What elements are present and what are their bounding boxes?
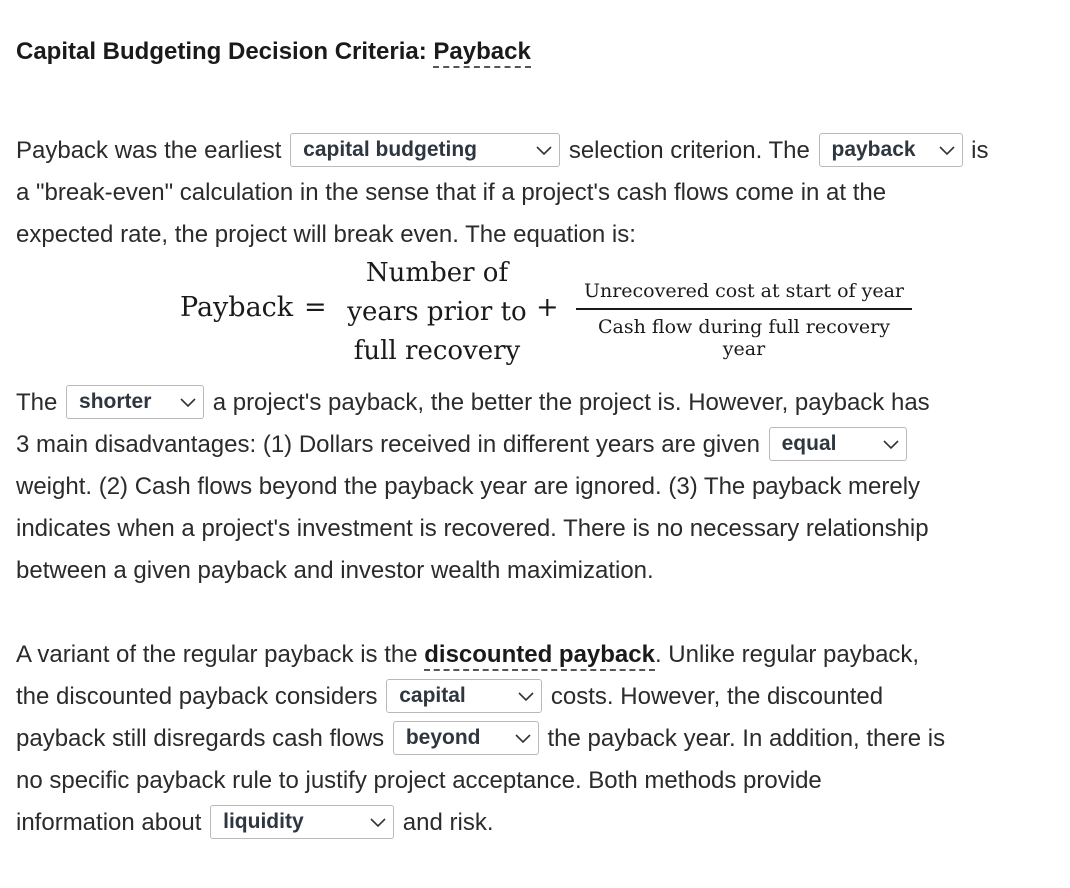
- chevron-down-icon: [938, 144, 956, 156]
- p3-text-2: . Unlike regular payback,: [654, 641, 920, 668]
- dropdown-value: shorter: [79, 389, 152, 413]
- payback-term-link[interactable]: Payback: [433, 38, 530, 68]
- dropdown-shorter[interactable]: [66, 385, 204, 419]
- chevron-down-icon: [369, 816, 387, 828]
- chevron-down-icon: [535, 144, 553, 156]
- p3-text-4: costs. However, the discounted: [550, 683, 884, 710]
- p3-text-3: the discounted payback considers: [16, 683, 378, 710]
- dropdown-value: liquidity: [223, 809, 304, 833]
- equation-stack-line: full recovery: [353, 336, 521, 366]
- p3-text-5: payback still disregards cash flows: [16, 725, 385, 752]
- discounted-payback-term-link[interactable]: discounted payback: [424, 641, 655, 671]
- p2-text-3: 3 main disadvantages: (1) Dollars received in different years are given: [16, 431, 760, 458]
- equation-plus: +: [536, 292, 559, 323]
- paragraph-3: [16, 634, 945, 844]
- page-title: [16, 38, 531, 66]
- dropdown-value: beyond: [405, 725, 481, 749]
- title-prefix: Capital Budgeting Decision Criteria:: [16, 38, 434, 65]
- dropdown-value: equal: [781, 431, 837, 455]
- equation-years-term: [342, 254, 532, 371]
- p3-line-4: no specific payback rule to justify project acceptance. Both methods provide: [16, 767, 822, 794]
- equation-lhs: Payback: [180, 292, 294, 323]
- p1-line-3: expected rate, the project will break even. The equation is:: [16, 221, 636, 248]
- p2-line-5: between a given payback and investor wealth maximization.: [16, 557, 654, 584]
- p1-text-3: is: [971, 137, 989, 164]
- dropdown-beyond[interactable]: [393, 721, 539, 755]
- chevron-down-icon: [179, 396, 197, 408]
- dropdown-value: capital: [399, 683, 466, 707]
- p2-text-2: a project's payback, the better the project is. However, payback has: [212, 389, 930, 416]
- equation-stack-line: years prior to: [347, 297, 527, 327]
- p2-line-3: weight. (2) Cash flows beyond the payback year are ignored. (3) The payback merely: [16, 473, 921, 500]
- dropdown-capital-budgeting[interactable]: [290, 133, 560, 167]
- dropdown-capital[interactable]: [386, 679, 542, 713]
- p2-line-4: indicates when a project's investment is recovered. There is no necessary relationship: [16, 515, 929, 542]
- chevron-down-icon: [514, 732, 532, 744]
- p3-text-1: A variant of the regular payback is the: [16, 641, 425, 668]
- dropdown-payback[interactable]: [819, 133, 963, 167]
- equation-denominator: Cash flow during full recovery year: [598, 315, 890, 360]
- p3-text-8: and risk.: [402, 809, 494, 836]
- paragraph-2: [16, 382, 930, 592]
- paragraph-1: [16, 130, 989, 256]
- payback-equation: [176, 254, 916, 374]
- equation-fraction: [574, 280, 914, 360]
- p1-text-1: Payback was the earliest: [16, 137, 282, 164]
- p3-text-7: information about: [16, 809, 202, 836]
- equation-numerator: Unrecovered cost at start of year: [583, 280, 905, 302]
- dropdown-equal[interactable]: [769, 427, 907, 461]
- equation-equals: =: [304, 292, 327, 323]
- dropdown-value: capital budgeting: [303, 137, 477, 161]
- p1-line-2: a "break-even" calculation in the sense that if a project's cash flows come in at the: [16, 179, 887, 206]
- equation-stack-line: Number of: [365, 258, 509, 288]
- dropdown-liquidity[interactable]: [210, 805, 394, 839]
- p3-text-6: the payback year. In addition, there is: [547, 725, 946, 752]
- dropdown-value: payback: [831, 137, 916, 161]
- p1-text-2: selection criterion. The: [568, 137, 810, 164]
- p2-text-1: The: [16, 389, 58, 416]
- chevron-down-icon: [517, 690, 535, 702]
- chevron-down-icon: [882, 438, 900, 450]
